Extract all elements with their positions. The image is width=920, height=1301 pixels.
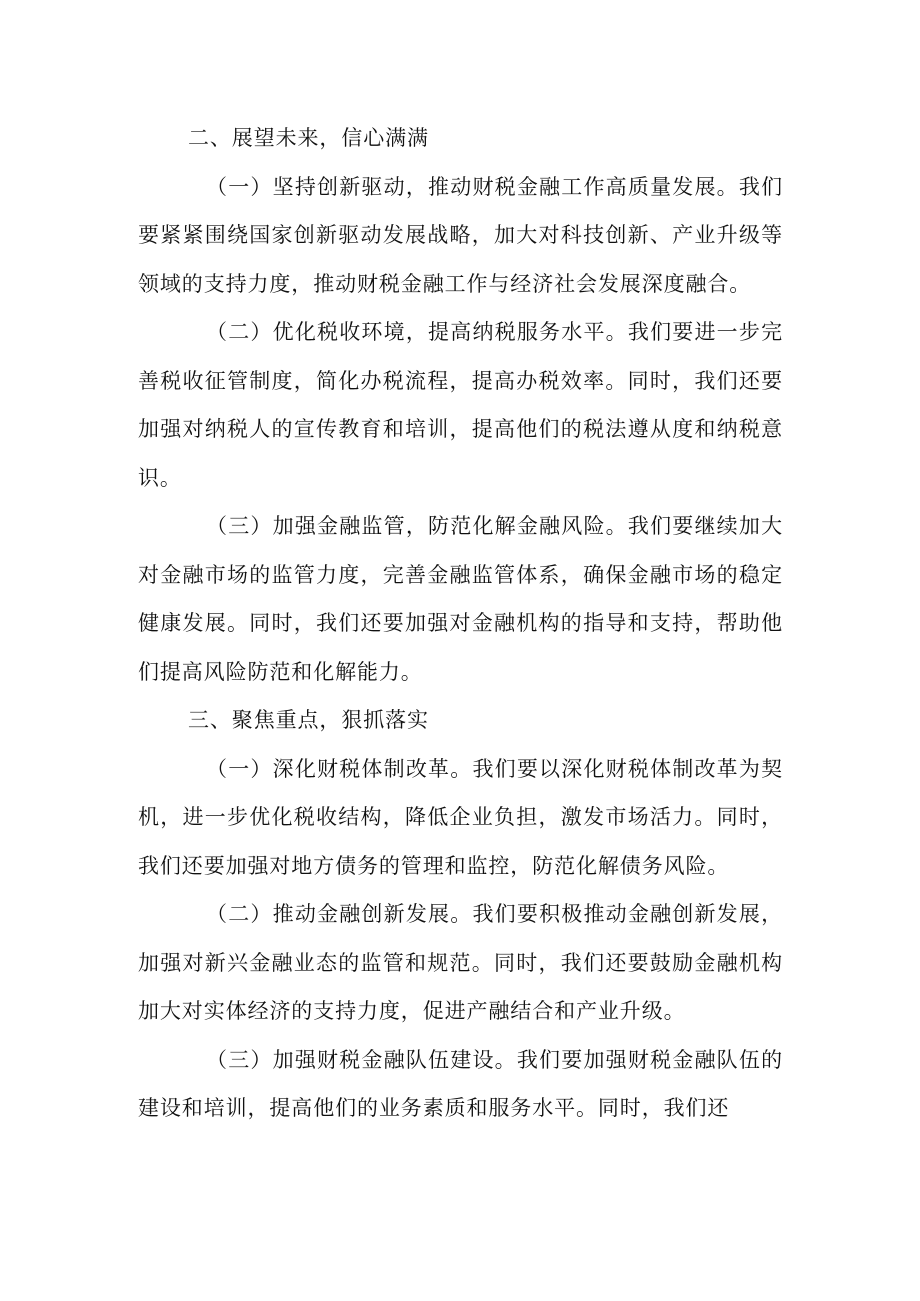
- paragraph-2-3: （三）加强金融监管，防范化解金融风险。我们要继续加大对金融市场的监管力度，完善金融监管体系，确保金融市场的稳定健康发展。同时，我们还要加强对金融机构的指导和支持，帮助他们提高风险防范和化解能力。: [138, 514, 783, 684]
- document-body: [138, 114, 783, 1133]
- paragraph-3-1: （一）深化财税体制改革。我们要以深化财税体制改革为契机，进一步优化税收结构，降低企业负担，激发市场活力。同时，我们还要加强对地方债务的管理和监控，防范化解债务风险。: [138, 756, 783, 878]
- paragraph-2-1: （一）坚持创新驱动，推动财税金融工作高质量发展。我们要紧紧围绕国家创新驱动发展战略，加大对科技创新、产业升级等领域的支持力度，推动财税金融工作与经济社会发展深度融合。: [138, 174, 783, 296]
- paragraph-3-2: （二）推动金融创新发展。我们要积极推动金融创新发展，加强对新兴金融业态的监管和规范。同时，我们还要鼓励金融机构加大对实体经济的支持力度，促进产融结合和产业升级。: [138, 902, 783, 1023]
- paragraph-3-3: （三）加强财税金融队伍建设。我们要加强财税金融队伍的建设和培训，提高他们的业务素质和服务水平。同时，我们还: [138, 1047, 783, 1120]
- paragraph-2-2: （二）优化税收环境，提高纳税服务水平。我们要进一步完善税收征管制度，简化办税流程，提高办税效率。同时，我们还要加强对纳税人的宣传教育和培训，提高他们的税法遵从度和纳税意识。: [138, 320, 783, 490]
- section-heading-3: 三、聚焦重点，狠抓落实: [188, 708, 429, 732]
- section-heading-2: 二、展望未来，信心满满: [188, 126, 429, 150]
